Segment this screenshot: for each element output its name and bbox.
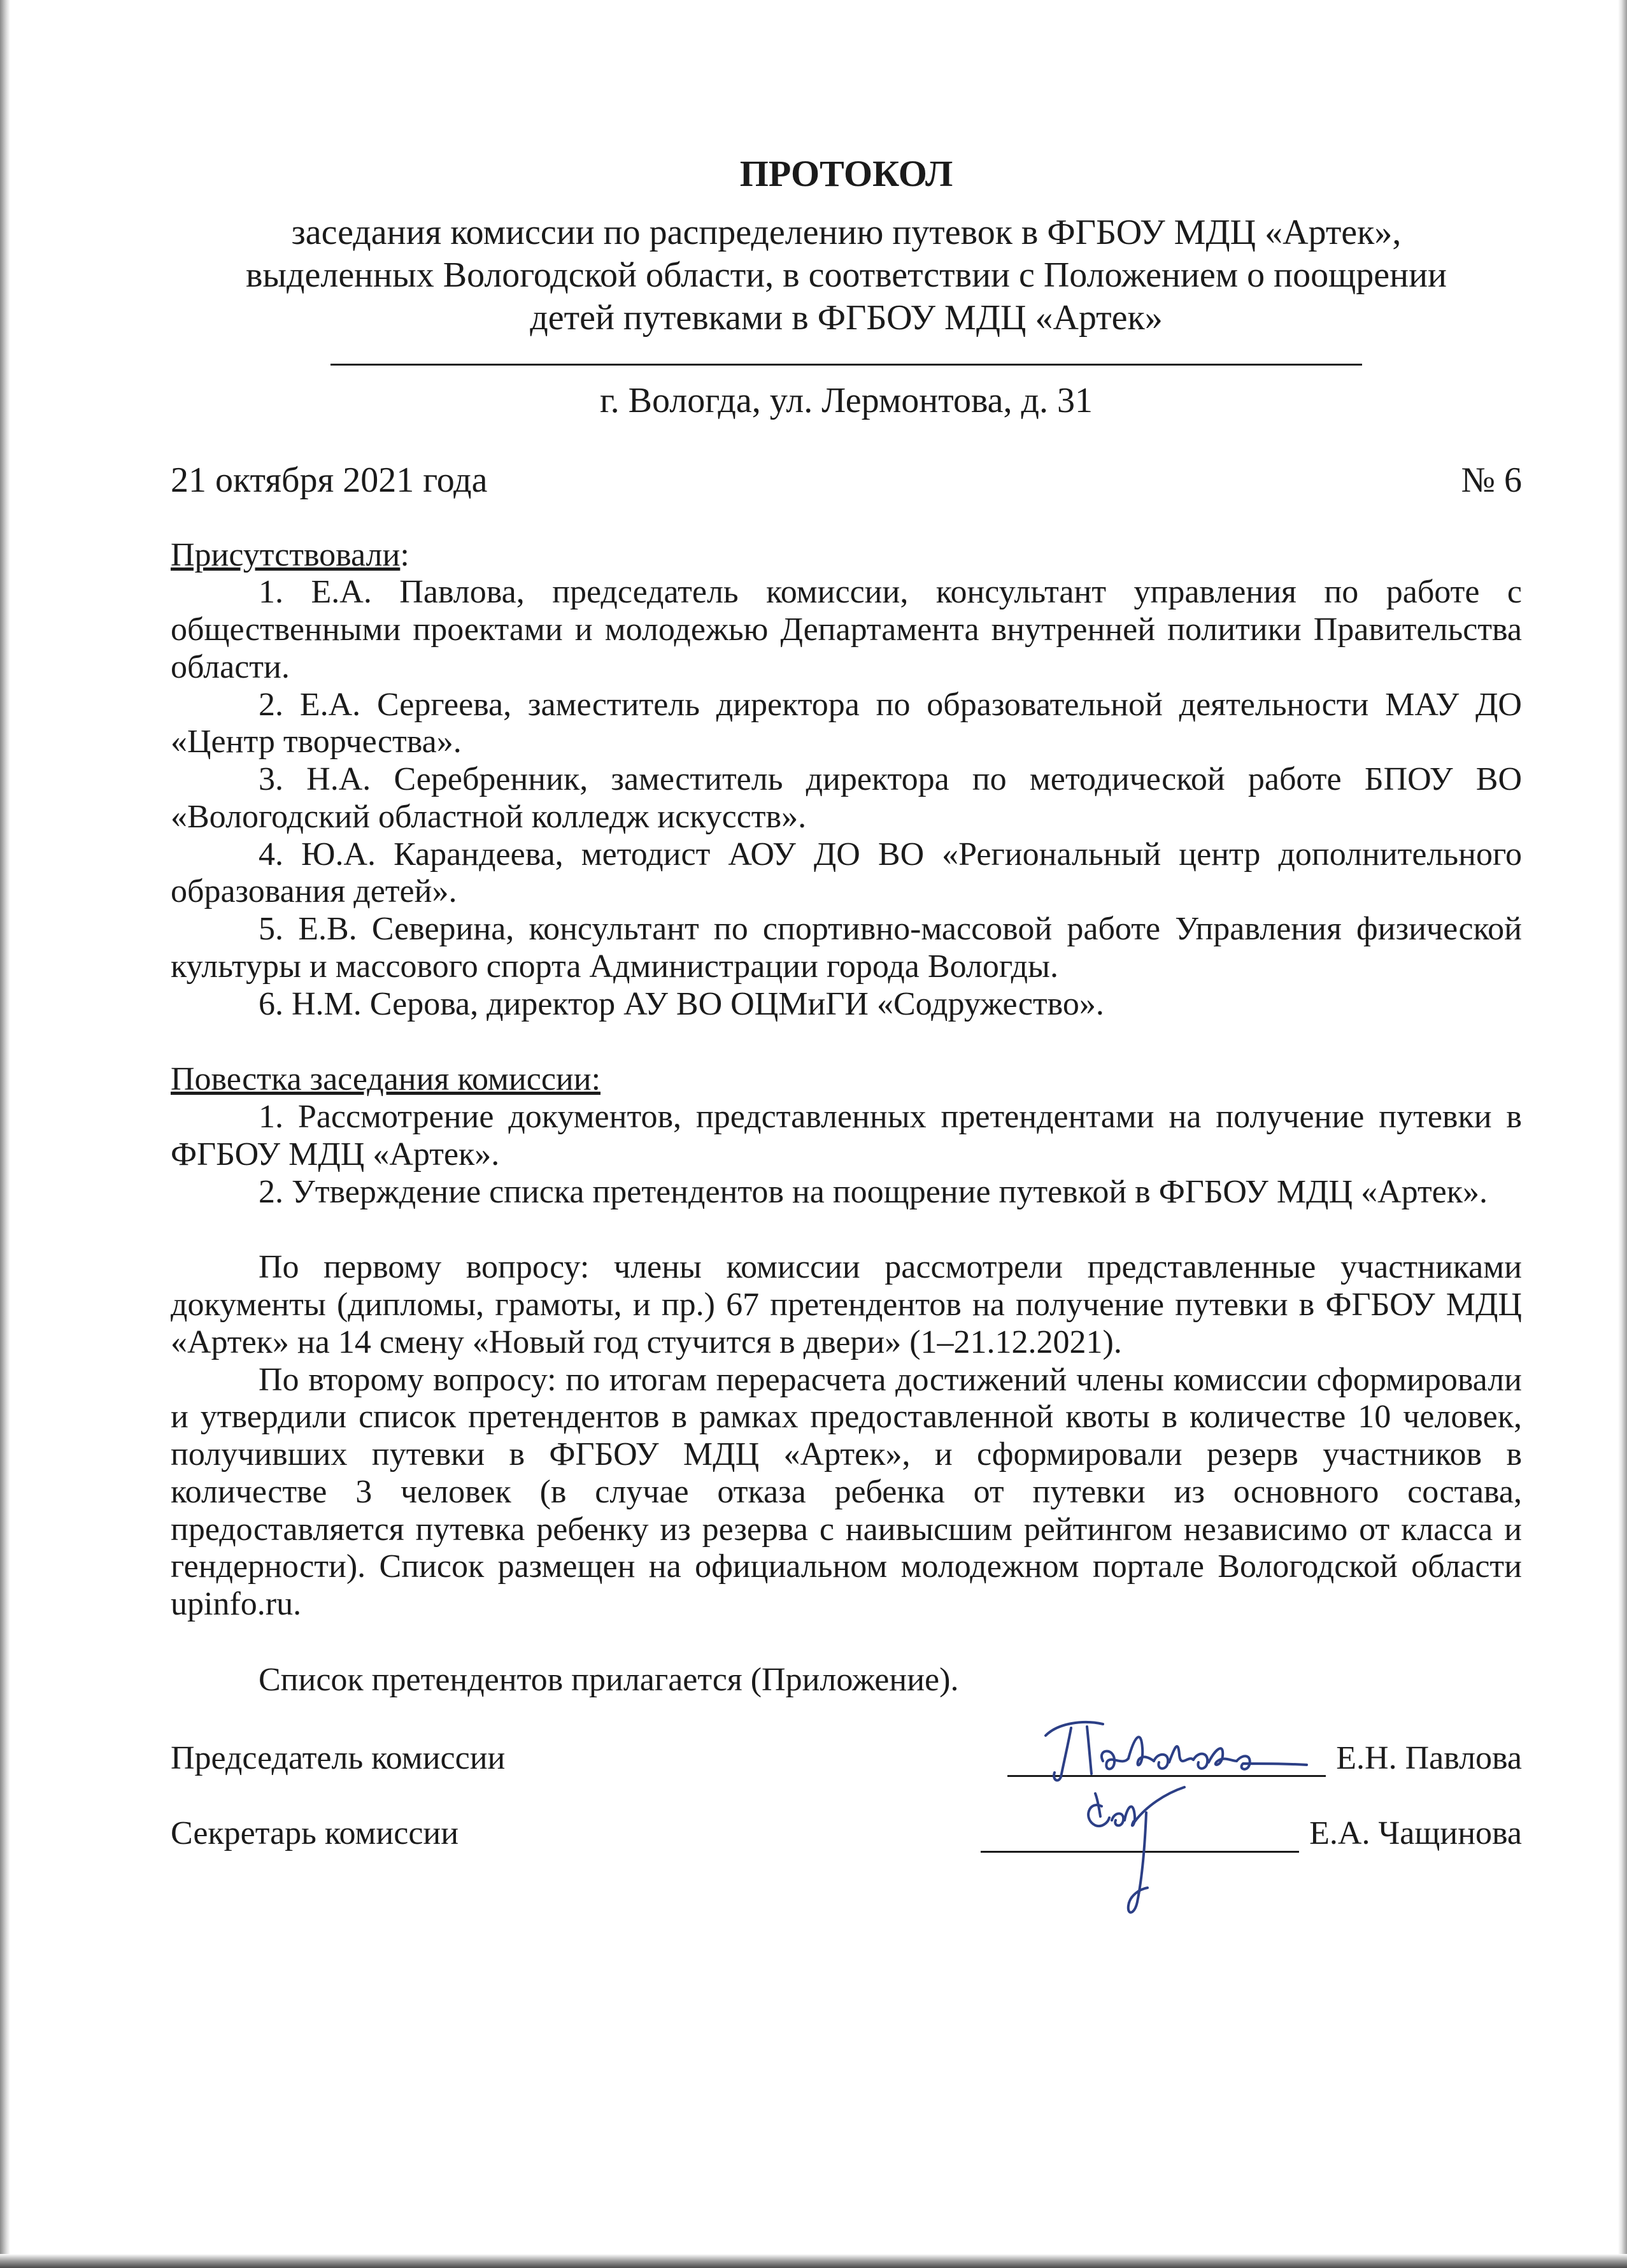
spacer	[171, 1777, 1522, 1815]
secretary-signature-row	[171, 1815, 1522, 1853]
spacer	[171, 1211, 1522, 1249]
scan-edge-right	[1618, 0, 1627, 2268]
attendee-item: 1. Е.А. Павлова, председатель комиссии, консультант управления по работе с общественными проектами и молодежью Департамента внутренней политики Правительства области.	[171, 574, 1522, 685]
meeting-place: г. Вологда, ул. Лермонтова, д. 31	[599, 381, 1093, 421]
scan-edge-bottom	[0, 2254, 1627, 2268]
meeting-date: 21 октября 2021 года	[171, 460, 488, 501]
document-title: ПРОТОКОЛ	[739, 153, 953, 194]
protocol-number: № 6	[1461, 460, 1522, 501]
spacer	[171, 1623, 1522, 1662]
scan-edge-left	[0, 0, 10, 2268]
attendee-item: 5. Е.В. Северина, консультант по спортивно-массовой работе Управления физической культуры и массового спорта Администрации города Вологды.	[171, 911, 1522, 985]
subtitle-line: заседания комиссии по распределению путевок в ФГБОУ МДЦ «Артек»,	[291, 212, 1402, 252]
secretary-signature-block	[981, 1815, 1522, 1853]
spacer	[171, 1699, 1522, 1740]
first-question-paragraph: По первому вопросу: члены комиссии рассмотрели представленные участниками документы (дипломы, грамоты, и пр.) 67 претендентов на получение путевки в ФГБОУ МДЦ «Артек» на 14 смену «Новый год стучится в двери» (1–21.12.2021).	[171, 1249, 1522, 1360]
agenda-item: 1. Рассмотрение документов, представленных претендентами на получение путевки в ФГБОУ МДЦ «Артек».	[171, 1099, 1522, 1173]
attendee-item: 3. Н.А. Серебренник, заместитель директора по методической работе БПОУ ВО «Вологодский областной колледж искусств».	[171, 761, 1522, 835]
attachment-note: Список претендентов прилагается (Приложение).	[259, 1661, 959, 1698]
attendee-item: 6. Н.М. Серова, директор АУ ВО ОЦМиГИ «Содружество».	[259, 985, 1104, 1022]
chair-signature-block	[1007, 1740, 1522, 1778]
subtitle-line: детей путевками в ФГБОУ МДЦ «Артек»	[530, 297, 1163, 338]
chair-signature-line	[1007, 1741, 1326, 1777]
header-divider	[330, 364, 1362, 366]
chair-name: Е.Н. Павлова	[1336, 1739, 1522, 1776]
chair-handwritten-signature	[1033, 1710, 1313, 1787]
date-line	[171, 460, 1522, 501]
secretary-signature-line	[981, 1816, 1299, 1853]
protocol-document	[171, 153, 1522, 1853]
attendees-heading-text: Присутствовали	[171, 536, 401, 573]
subtitle-line: выделенных Вологодской области, в соответствии с Положением о поощрении	[245, 255, 1447, 295]
secretary-handwritten-signature	[1076, 1781, 1216, 1927]
agenda-item: 2. Утверждение списка претендентов на поощрение путевкой в ФГБОУ МДЦ «Артек».	[259, 1173, 1488, 1210]
document-subtitle	[171, 211, 1522, 340]
attendees-heading-colon: :	[400, 536, 409, 573]
attendee-item: 4. Ю.А. Карандеева, методист АОУ ДО ВО «Региональный центр дополнительного образования детей».	[171, 836, 1522, 910]
chair-signature-row	[171, 1740, 1522, 1778]
agenda-heading: Повестка заседания комиссии:	[171, 1061, 601, 1098]
attendees-heading	[171, 537, 1522, 574]
spacer	[171, 1023, 1522, 1061]
secretary-name: Е.А. Чащинова	[1309, 1815, 1522, 1852]
attendee-item: 2. Е.А. Сергеева, заместитель директора по образовательной деятельности МАУ ДО «Центр творчества».	[171, 686, 1522, 760]
chair-title: Председатель комиссии	[171, 1739, 506, 1776]
second-question-paragraph: По второму вопросу: по итогам перерасчета достижений члены комиссии сформировали и утвердили список претендентов в рамках предоставленной квоты в количестве 10 человек, получивших путевки в ФГБОУ МДЦ «Артек», и сформировали резерв участников в количестве 3 человек (в случае отказа ребенка от путевки из основного состава, предоставляется путевка ребенку из резерва с наивысшим рейтингом независимо от класса и гендерности). Список размещен на официальном молодежном портале Вологодской области upinfo.ru.	[171, 1361, 1522, 1623]
secretary-title: Секретарь комиссии	[171, 1815, 459, 1852]
